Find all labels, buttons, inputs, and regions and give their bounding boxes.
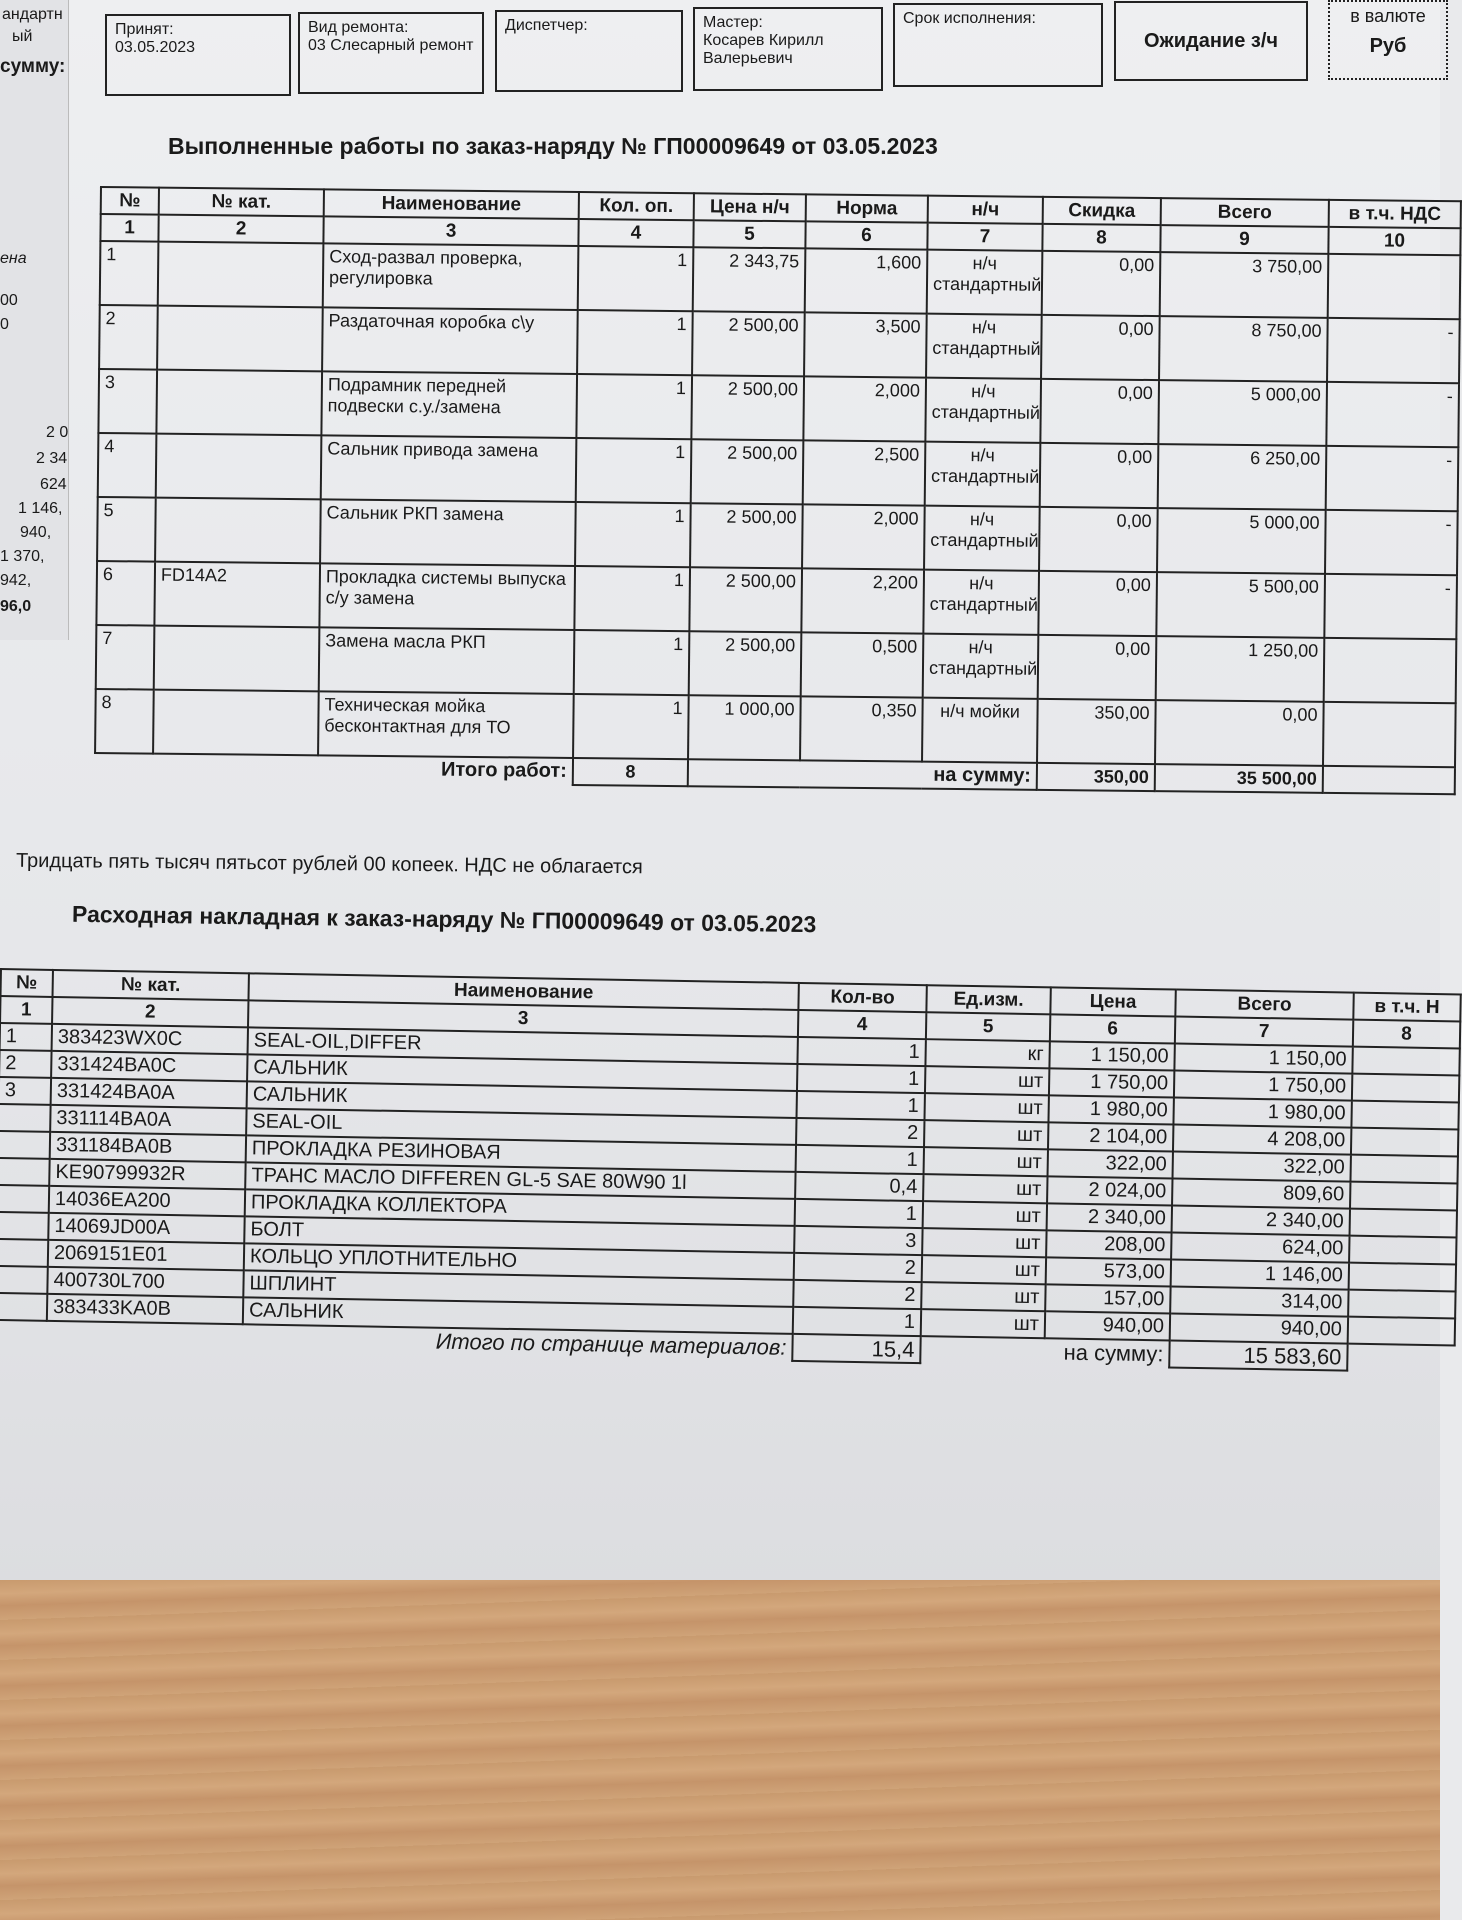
cell-кол-во: 3 <box>794 1226 922 1255</box>
column-number: 5 <box>693 220 805 248</box>
cell-наименование: SEAL-OIL,DIFFER <box>248 1027 798 1064</box>
cell-н-ч: н/ч стандартный <box>923 634 1039 699</box>
column-number: 8 <box>1353 1020 1460 1049</box>
cell-наименование: Сальник привода замена <box>321 435 577 502</box>
column-number: 6 <box>805 221 927 249</box>
cell--кат- <box>157 306 323 372</box>
fragment: 942, <box>0 572 32 589</box>
works-total-label: Итого работ: <box>440 758 568 782</box>
cell--кат-: 14069JD00A <box>48 1213 244 1243</box>
fragment: 940, <box>20 524 52 541</box>
cell-н-ч: н/ч мойки <box>922 698 1038 763</box>
fragment: 96,0 <box>0 598 32 615</box>
cell-ед-изм-: шт <box>924 1120 1048 1149</box>
cell-кол-во: 1 <box>796 1145 924 1174</box>
fragment: 624 <box>40 476 67 493</box>
cell-всего: 1 750,00 <box>1174 1071 1352 1101</box>
column-number: 10 <box>1328 227 1460 255</box>
cell-всего: 1 250,00 <box>1156 636 1325 702</box>
cell-в-т-ч-ндс <box>1323 702 1456 767</box>
cell--: 1 <box>100 241 159 306</box>
deadline-label: Срок исполнения: <box>903 10 1036 27</box>
cell-наименование: САЛЬНИК <box>247 1081 797 1118</box>
cell-кол-во: 1 <box>797 1064 925 1093</box>
cell--: 5 <box>97 497 156 562</box>
cell-в-т-ч-н <box>1348 1290 1455 1319</box>
fragment: ена <box>0 250 27 267</box>
cell-в-т-ч-ндс: - <box>1325 510 1458 575</box>
underlying-page-edge <box>0 0 69 640</box>
cell-- <box>0 1239 48 1267</box>
cell-цена: 157,00 <box>1045 1284 1170 1313</box>
cell-скидка: 0,00 <box>1041 315 1160 380</box>
cell-кол-во: 1 <box>797 1037 925 1066</box>
cell-кол-во: 1 <box>797 1091 925 1120</box>
cell-кол-во: 1 <box>793 1307 921 1336</box>
repair-type-value: 03 Слесарный ремонт <box>308 37 474 54</box>
column-header: Кол-во <box>798 983 926 1012</box>
cell-скидка: 0,00 <box>1042 251 1161 316</box>
column-number: 7 <box>927 223 1042 251</box>
cell-цена: 208,00 <box>1046 1230 1171 1259</box>
cell-всего: 2 340,00 <box>1172 1205 1350 1235</box>
cell-наименование: Замена масла РКП <box>319 627 575 694</box>
cell-скидка: 0,00 <box>1038 635 1157 700</box>
cell-всего: 8 750,00 <box>1159 316 1328 382</box>
materials-total-qty: 15,4 <box>792 1334 920 1363</box>
sum-in-words: Тридцать пять тысяч пятьсот рублей 00 копеек. НДС не облагается <box>15 849 643 879</box>
works-total-discount: 350,00 <box>1037 763 1155 791</box>
cell-кол-оп-: 1 <box>577 310 693 375</box>
cell-наименование: БОЛТ <box>244 1216 794 1253</box>
cell-цена: 1 750,00 <box>1049 1068 1174 1097</box>
cell--: 8 <box>95 689 154 754</box>
materials-sum-label: на сумму: <box>1063 1339 1164 1367</box>
cell-скидка: 0,00 <box>1040 443 1159 508</box>
column-number: 7 <box>1175 1017 1353 1047</box>
cell-норма: 0,350 <box>800 696 923 761</box>
cell-наименование: Сход-развал проверка, регулировка <box>323 243 579 310</box>
cell-всего: 4 208,00 <box>1173 1125 1351 1155</box>
cell-н-ч: н/ч стандартный <box>926 314 1042 379</box>
cell-цена: 940,00 <box>1045 1311 1170 1340</box>
cell-всего: 1 980,00 <box>1173 1098 1351 1128</box>
column-header: в т.ч. НДС <box>1329 200 1461 228</box>
cell-в-т-ч-н <box>1351 1101 1458 1130</box>
cell-наименование: ПРОКЛАДКА КОЛЛЕКТОРА <box>245 1189 795 1226</box>
cell-всего: 322,00 <box>1173 1151 1351 1181</box>
cell--кат-: 2069151E01 <box>48 1240 244 1270</box>
cell-наименование: Прокладка системы выпуска с/у замена <box>319 563 575 630</box>
cell-ед-изм-: кг <box>925 1039 1049 1068</box>
cell-норма: 3,500 <box>804 312 927 377</box>
status-badge <box>1114 1 1308 81</box>
cell-всего: 809,60 <box>1172 1178 1350 1208</box>
column-number: 4 <box>798 1010 926 1039</box>
cell-кол-во: 2 <box>794 1253 922 1282</box>
cell-цена-н-ч: 2 500,00 <box>691 375 804 440</box>
cell-скидка: 0,00 <box>1039 507 1158 572</box>
cell-наименование: SEAL-OIL <box>246 1108 796 1145</box>
cell-всего: 3 750,00 <box>1160 252 1329 318</box>
cell-цена-н-ч: 2 500,00 <box>689 567 802 632</box>
column-header: № <box>101 187 159 215</box>
master-label: Мастер: <box>703 14 763 31</box>
wooden-table-surface <box>0 1580 1440 1920</box>
cell-наименование: ПРОКЛАДКА РЕЗИНОВАЯ <box>246 1135 796 1172</box>
column-header: Скидка <box>1043 197 1161 225</box>
cell-в-т-ч-н <box>1348 1317 1455 1346</box>
fragment: 2 34 <box>36 450 68 467</box>
accepted-label: Принят: <box>115 21 174 38</box>
cell-ед-изм-: шт <box>924 1093 1048 1122</box>
cell-норма: 2,000 <box>803 376 926 441</box>
cell-всего: 940,00 <box>1170 1313 1348 1343</box>
cell-- <box>0 1266 48 1294</box>
cell--: 4 <box>98 433 157 498</box>
column-header: Цена <box>1050 987 1175 1016</box>
cell-- <box>0 1131 50 1159</box>
column-header: Кол. оп. <box>579 192 694 220</box>
dispatcher-box <box>495 10 683 92</box>
column-header: н/ч <box>928 196 1043 224</box>
fragment: ый <box>12 28 33 45</box>
cell-всего: 5 000,00 <box>1158 380 1327 446</box>
cell-всего: 5 000,00 <box>1157 508 1326 574</box>
cell-ед-изм-: шт <box>925 1066 1049 1095</box>
cell-ед-изм-: шт <box>922 1255 1046 1284</box>
cell--кат-: 331424BA0A <box>51 1078 247 1108</box>
cell-цена-н-ч: 2 343,75 <box>693 247 806 312</box>
cell-- <box>0 1104 51 1132</box>
column-number: 3 <box>323 216 578 246</box>
deadline-box <box>893 3 1103 87</box>
cell-ед-изм-: шт <box>923 1201 1047 1230</box>
cell--кат-: 331114BA0A <box>50 1105 246 1135</box>
cell-- <box>0 1212 49 1240</box>
cell-ед-изм-: шт <box>921 1309 1045 1338</box>
column-number: 4 <box>578 219 693 247</box>
cell-кол-во: 1 <box>795 1199 923 1228</box>
materials-total-label: Итого по странице материалов: <box>435 1328 787 1360</box>
cell-в-т-ч-н <box>1352 1074 1459 1103</box>
cell-ед-изм-: шт <box>921 1282 1045 1311</box>
cell-кол-оп-: 1 <box>578 246 694 311</box>
cell-цена: 2 024,00 <box>1047 1176 1172 1205</box>
fragment: 2 0 <box>46 424 69 441</box>
cell-в-т-ч-ндс <box>1328 254 1461 319</box>
column-number: 1 <box>0 996 52 1024</box>
column-header: Норма <box>806 194 928 222</box>
cell--кат-: 331184BA0B <box>50 1132 246 1162</box>
works-title: Выполненные работы по заказ-наряду № ГП00009649 от 03.05.2023 <box>168 133 938 159</box>
cell--кат- <box>156 370 322 436</box>
cell-цена: 322,00 <box>1048 1149 1173 1178</box>
cell-в-т-ч-н <box>1350 1209 1457 1238</box>
cell--: 3 <box>0 1077 51 1105</box>
cell-цена-н-ч: 2 500,00 <box>692 311 805 376</box>
cell-наименование: Подрамник передней подвески с.у./замена <box>321 371 577 438</box>
cell--кат- <box>155 498 321 564</box>
cell--кат-: 331424BA0C <box>51 1051 247 1081</box>
column-number: 5 <box>926 1012 1050 1041</box>
column-header: Ед.изм. <box>926 985 1050 1014</box>
cell-- <box>0 1158 50 1186</box>
fragment: андартн <box>2 6 63 23</box>
cell-скидка: 0,00 <box>1038 571 1157 636</box>
column-header: № кат. <box>159 188 324 217</box>
cell--кат- <box>154 626 320 692</box>
column-header: в т.ч. Н <box>1353 993 1460 1022</box>
cell-н-ч: н/ч стандартный <box>925 442 1041 507</box>
cell-цена: 573,00 <box>1046 1257 1171 1286</box>
cell-в-т-ч-н <box>1349 1236 1456 1265</box>
cell-кол-оп-: 1 <box>576 438 692 503</box>
status-text: Ожидание з/ч <box>1143 30 1278 52</box>
column-header: Наименование <box>324 189 579 219</box>
cell-в-т-ч-н <box>1352 1047 1459 1076</box>
cell-в-т-ч-ндс <box>1324 638 1457 703</box>
cell--кат-: 400730L700 <box>47 1267 243 1297</box>
column-header: Наименование <box>248 973 798 1010</box>
currency-box <box>1328 0 1448 80</box>
cell-норма: 2,500 <box>803 440 926 505</box>
cell-кол-оп-: 1 <box>574 630 690 695</box>
materials-table <box>0 968 1462 1373</box>
cell-в-т-ч-н <box>1350 1155 1457 1184</box>
column-number: 1 <box>100 214 158 242</box>
cell-в-т-ч-ндс: - <box>1326 446 1459 511</box>
accepted-box <box>105 14 291 96</box>
cell-цена: 2 104,00 <box>1048 1122 1173 1151</box>
master-box <box>693 7 883 91</box>
cell-н-ч: н/ч стандартный <box>925 378 1041 443</box>
accepted-date: 03.05.2023 <box>115 39 196 56</box>
cell--: 6 <box>96 561 155 626</box>
dispatcher-label: Диспетчер: <box>505 17 588 34</box>
column-header: Цена н/ч <box>694 193 806 221</box>
cell-норма: 0,500 <box>801 632 924 697</box>
cell-в-т-ч-ндс: - <box>1326 382 1459 447</box>
cell-в-т-ч-н <box>1351 1128 1458 1157</box>
cell-цена-н-ч: 1 000,00 <box>688 695 801 760</box>
cell-в-т-ч-н <box>1350 1182 1457 1211</box>
cell-цена-н-ч: 2 500,00 <box>690 503 803 568</box>
works-sum-label: на сумму: <box>688 759 1037 790</box>
cell-кол-оп-: 1 <box>576 374 692 439</box>
column-header: № <box>1 969 53 997</box>
master-name: Косарев Кирилл Валерьевич <box>703 32 824 67</box>
cell-скидка: 0,00 <box>1040 379 1159 444</box>
works-total-count: 8 <box>573 758 688 786</box>
cell-наименование: ШПЛИНТ <box>243 1270 793 1307</box>
cell-ед-изм-: шт <box>924 1147 1048 1176</box>
works-total-sum: 35 500,00 <box>1155 764 1323 793</box>
cell--: 7 <box>96 625 155 690</box>
cell-цена-н-ч: 2 500,00 <box>689 631 802 696</box>
fragment: 1 146, <box>18 500 63 517</box>
cell-норма: 2,200 <box>801 568 924 633</box>
cell-всего: 0,00 <box>1155 700 1324 766</box>
currency-label: в валюте <box>1350 6 1426 26</box>
cell--кат-: KE90799932R <box>49 1159 245 1189</box>
cell--кат- <box>156 434 322 500</box>
cell-в-т-ч-ндс: - <box>1324 574 1457 639</box>
column-number: 6 <box>1050 1014 1175 1043</box>
cell--: 1 <box>0 1023 52 1051</box>
cell-цена: 2 340,00 <box>1047 1203 1172 1232</box>
fragment: сумму: <box>0 56 66 77</box>
column-header: № кат. <box>53 970 249 1000</box>
cell-ед-изм-: шт <box>922 1228 1046 1257</box>
cell-всего: 1 146,00 <box>1171 1259 1349 1289</box>
fragment: 1 370, <box>0 548 45 565</box>
column-number: 2 <box>158 215 323 244</box>
cell-наименование: КОЛЬЦО УПЛОТНИТЕЛЬНО <box>244 1243 794 1280</box>
column-number: 2 <box>52 997 248 1027</box>
cell--кат-: 383423WX0C <box>52 1024 248 1054</box>
column-number: 8 <box>1042 224 1160 252</box>
currency-value: Руб <box>1369 35 1407 57</box>
cell--: 3 <box>98 369 157 434</box>
cell-в-т-ч-н <box>1349 1263 1456 1292</box>
cell--кат-: 14036EA200 <box>49 1186 245 1216</box>
cell-норма: 2,000 <box>802 504 925 569</box>
cell-цена: 1 150,00 <box>1049 1041 1174 1070</box>
column-header: Всего <box>1175 990 1353 1020</box>
works-table <box>94 186 1462 795</box>
fragment: 00 <box>0 292 18 309</box>
cell-- <box>0 1185 49 1213</box>
cell-кол-во: 2 <box>793 1280 921 1309</box>
cell--кат-: 383433KA0B <box>47 1294 243 1324</box>
cell-ед-изм-: шт <box>923 1174 1047 1203</box>
cell-наименование: ТРАНС МАСЛО DIFFEREN GL-5 SAE 80W90 1l <box>245 1162 795 1199</box>
cell-кол-во: 0,4 <box>795 1172 923 1201</box>
cell-н-ч: н/ч стандартный <box>923 570 1039 635</box>
cell-скидка: 350,00 <box>1037 699 1156 764</box>
cell--кат- <box>158 242 324 308</box>
cell-наименование: САЛЬНИК <box>243 1297 793 1334</box>
cell-кол-оп-: 1 <box>573 694 689 759</box>
repair-type-label: Вид ремонта: <box>308 19 409 36</box>
column-number: 9 <box>1160 225 1328 254</box>
cell-кол-оп-: 1 <box>575 502 691 567</box>
cell-цена-н-ч: 2 500,00 <box>691 439 804 504</box>
cell-кол-оп-: 1 <box>574 566 690 631</box>
cell-норма: 1,600 <box>805 248 928 313</box>
cell-всего: 5 500,00 <box>1156 572 1325 638</box>
cell-наименование: САЛЬНИК <box>247 1054 797 1091</box>
cell-наименование: Сальник РКП замена <box>320 499 576 566</box>
cell--кат- <box>153 690 319 756</box>
column-number: 3 <box>248 1000 798 1037</box>
cell-н-ч: н/ч стандартный <box>927 250 1043 315</box>
cell-- <box>0 1293 47 1321</box>
cell-всего: 6 250,00 <box>1158 444 1327 510</box>
column-header: Всего <box>1161 198 1329 227</box>
cell-всего: 1 150,00 <box>1174 1044 1352 1074</box>
cell-всего: 624,00 <box>1171 1232 1349 1262</box>
cell-всего: 314,00 <box>1170 1286 1348 1316</box>
fragment: 0 <box>0 316 9 333</box>
cell-наименование: Техническая мойка бесконтактная для ТО <box>318 691 574 758</box>
cell--: 2 <box>0 1050 52 1078</box>
cell-в-т-ч-ндс: - <box>1327 318 1460 383</box>
cell--: 2 <box>99 305 158 370</box>
materials-title: Расходная накладная к заказ-наряду № ГП00009649 от 03.05.2023 <box>71 900 817 938</box>
cell-цена: 1 980,00 <box>1048 1095 1173 1124</box>
materials-total-sum: 15 583,60 <box>1169 1340 1347 1370</box>
cell-н-ч: н/ч стандартный <box>924 506 1040 571</box>
cell-кол-во: 2 <box>796 1118 924 1147</box>
repair-type-box <box>298 12 484 94</box>
cell--кат-: FD14A2 <box>154 562 320 628</box>
cell-наименование: Раздаточная коробка с\у <box>322 307 578 374</box>
